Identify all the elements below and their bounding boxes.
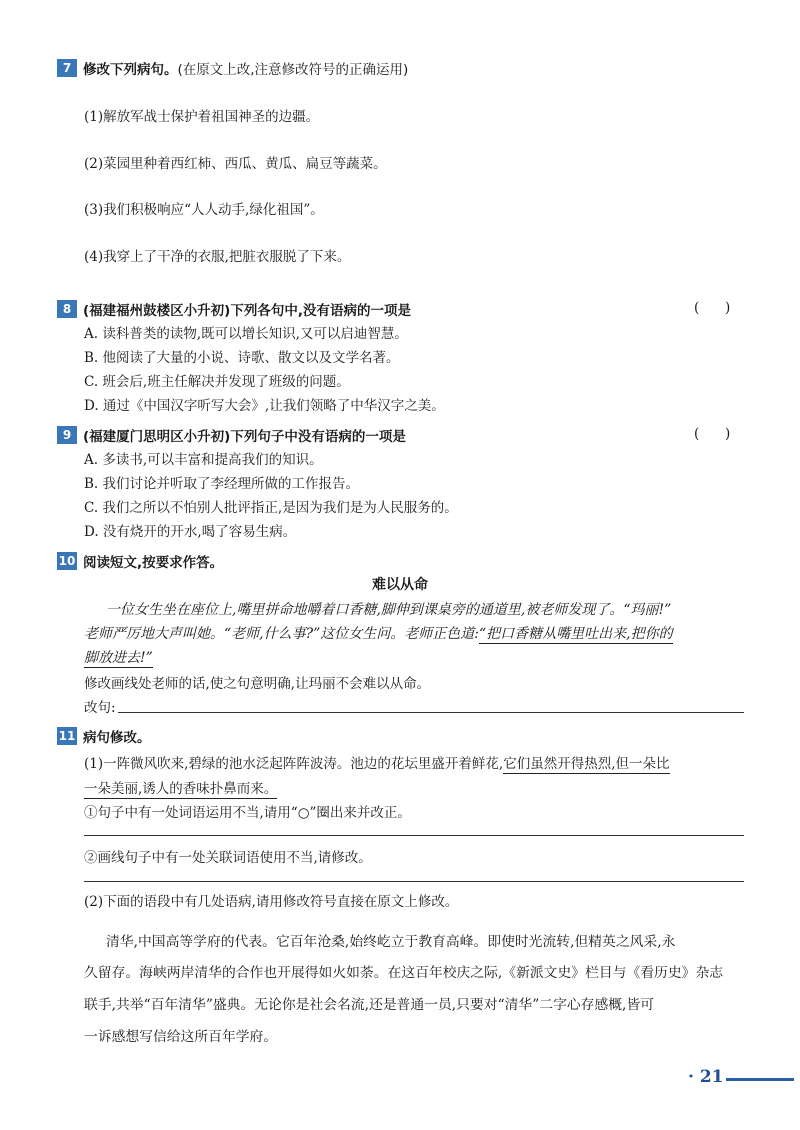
q9-option-c: C. 我们之所以不怕别人批评指正,是因为我们是为人民服务的。 xyxy=(84,500,458,516)
passage-line-3: 联手,共举“百年清华”盛典。无论你是社会名流,还是普通一员,只要对“清华”二字心存感概,皆可 xyxy=(84,997,655,1013)
q11-part1-line2 xyxy=(84,777,277,797)
story-line-1: 一位女生坐在座位上,嘴里拼命地嚼着口香糖,脚伸到课桌旁的通道里,被老师发现了。“玛丽!” xyxy=(106,602,672,618)
q9-option-d: D. 没有烧开的开水,喝了容易生病。 xyxy=(84,524,297,540)
q9-option-a: A. 多读书,可以丰富和提高我们的知识。 xyxy=(84,452,323,468)
q10-number: 10 xyxy=(58,554,76,568)
story-underlined-quote-end: 脚放进去!” xyxy=(84,650,153,666)
story-line-3 xyxy=(84,647,153,667)
q8-answer-bracket[interactable]: ( ) xyxy=(694,300,731,316)
q11-title: 病句修改。 xyxy=(83,730,151,746)
q7-number: 7 xyxy=(57,59,77,77)
q11-sub2: ②画线句子中有一处关联词语使用不当,请修改。 xyxy=(84,850,372,866)
passage-line-1: 清华,中国高等学府的代表。它百年沧桑,始终屹立于教育高峰。即使时光流转,但精英之风采,永 xyxy=(106,934,676,950)
q9-header xyxy=(57,425,406,445)
q11-sub1: ①句子中有一处词语运用不当,请用“○”圈出来并改正。 xyxy=(84,805,411,821)
story-line-2 xyxy=(84,623,673,643)
q8-number: 8 xyxy=(57,300,77,318)
q10-answer-label: 改句: xyxy=(84,700,116,716)
q11-header xyxy=(57,726,151,746)
q8-header xyxy=(57,299,411,319)
q7-note: (在原文上改,注意修改符号的正确运用) xyxy=(177,62,409,78)
passage-line-2: 久留存。海峡两岸清华的合作也开展得如火如荼。在这百年校庆之际,《新派文史》栏目与《看历史》杂志 xyxy=(84,965,724,981)
story-underlined-quote: “把口香糖从嘴里吐出来,把你的 xyxy=(479,626,673,642)
q10-answer-line[interactable] xyxy=(118,712,744,713)
q8-option-b: B. 他阅读了大量的小说、诗歌、散文以及文学名著。 xyxy=(84,350,400,366)
q10-header xyxy=(57,551,223,571)
q9-answer-bracket[interactable]: ( ) xyxy=(694,426,731,442)
q7-header xyxy=(57,58,408,78)
q8-title: (福建福州鼓楼区小升初)下列各句中,没有语病的一项是 xyxy=(83,303,411,319)
q11-part2: (2)下面的语段中有几处语病,请用修改符号直接在原文上修改。 xyxy=(84,894,459,910)
q11-part1-line1 xyxy=(84,752,670,772)
q10-instruction: 修改画线处老师的话,使之句意明确,让玛丽不会难以从命。 xyxy=(84,676,431,692)
q8-option-d: D. 通过《中国汉字听写大会》,让我们领略了中华汉字之美。 xyxy=(84,398,445,414)
q11-sub1-answer-line[interactable] xyxy=(84,835,744,836)
q11-number: 11 xyxy=(58,729,76,743)
q9-number: 9 xyxy=(57,426,77,444)
q11-underlined-sentence-end: 一朵美丽,诱人的香味扑鼻而来。 xyxy=(84,781,278,797)
q10-title: 阅读短文,按要求作答。 xyxy=(83,555,224,571)
q7-item-3: (3)我们积极响应“人人动手,绿化祖国”。 xyxy=(84,202,324,218)
q7-item-4: (4)我穿上了干净的衣服,把脏衣服脱了下来。 xyxy=(84,249,351,265)
q9-title: (福建厦门思明区小升初)下列句子中没有语病的一项是 xyxy=(83,429,406,445)
q11-sub2-answer-line[interactable] xyxy=(84,881,744,882)
story-title: 难以从命 xyxy=(372,577,428,593)
q7-title: 修改下列病句。 xyxy=(83,62,178,78)
q8-option-c: C. 班会后,班主任解决并发现了班级的问题。 xyxy=(84,374,350,390)
passage-line-4: 一诉感想写信给这所百年学府。 xyxy=(84,1029,278,1045)
story-line-2a: 老师严厉地大声叫她。“老师,什么事?”这位女生问。老师正色道: xyxy=(84,626,479,642)
q7-item-1: (1)解放军战士保护着祖国神圣的边疆。 xyxy=(84,109,320,125)
q11-underlined-sentence: 它们虽然开得热烈,但一朵比 xyxy=(503,756,670,772)
q9-option-b: B. 我们讨论并听取了李经理所做的工作报告。 xyxy=(84,476,360,492)
page-number-bar xyxy=(726,1078,794,1081)
q7-item-2: (2)菜园里种着西红柿、西瓜、黄瓜、扁豆等蔬菜。 xyxy=(84,156,387,172)
q11-part1-line1a: (1)一阵微风吹来,碧绿的池水泛起阵阵波涛。池边的花坛里盛开着鲜花, xyxy=(84,756,504,772)
q8-option-a: A. 读科普类的读物,既可以增长知识,又可以启迪智慧。 xyxy=(84,326,408,342)
page-number: · 21 xyxy=(688,1067,724,1087)
